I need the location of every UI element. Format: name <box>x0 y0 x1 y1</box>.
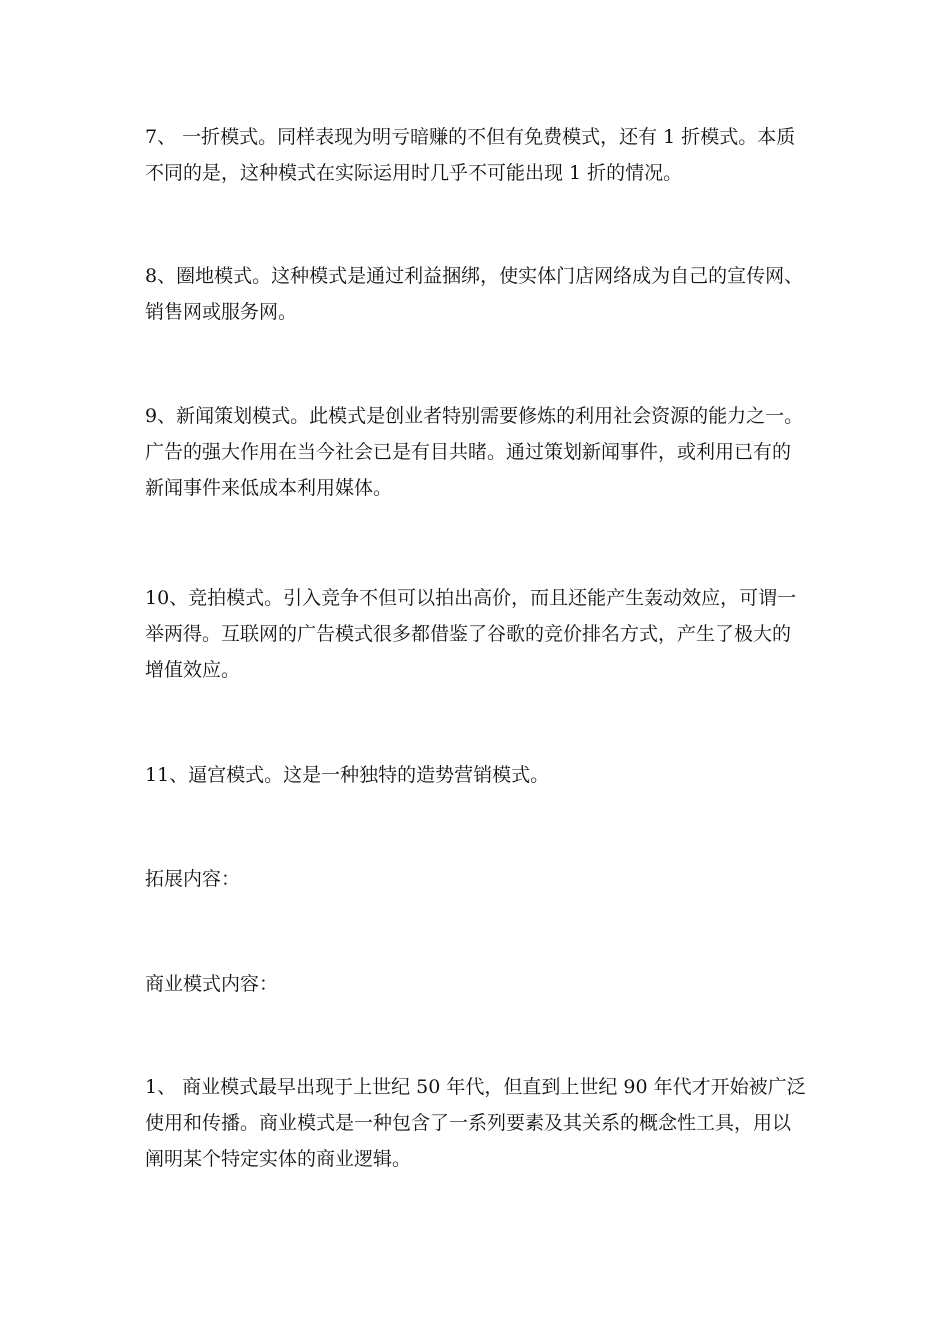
text-line: 1、 商业模式最早出现于上世纪 50 年代，但直到上世纪 90 年代才开始被广泛 <box>145 1076 806 1098</box>
text-line: 商业模式内容： <box>145 973 279 995</box>
heading-business-model-content <box>145 966 815 1002</box>
paragraph-news-planning-mode <box>145 398 815 506</box>
text-line: 10、竞拍模式。引入竞争不但可以拍出高价，而且还能产生轰动效应，可谓一 <box>145 587 797 609</box>
text-line: 举两得。互联网的广告模式很多都借鉴了谷歌的竞价排名方式，产生了极大的 <box>145 623 792 645</box>
text-line: 不同的是，这种模式在实际运用时几乎不可能出现 1 折的情况。 <box>145 162 683 184</box>
paragraph-bigong-mode <box>145 757 815 793</box>
text-line: 使用和传播。商业模式是一种包含了一系列要素及其关系的概念性工具，用以 <box>145 1112 792 1134</box>
paragraph-business-model-origin <box>145 1069 815 1177</box>
text-line: 新闻事件来低成本利用媒体。 <box>145 477 393 499</box>
text-line: 销售网或服务网。 <box>145 301 298 323</box>
text-line: 拓展内容： <box>145 868 241 890</box>
text-line: 阐明某个特定实体的商业逻辑。 <box>145 1148 412 1170</box>
text-line: 7、 一折模式。同样表现为明亏暗赚的不但有免费模式，还有 1 折模式。本质 <box>145 126 796 148</box>
paragraph-yizhe-mode <box>145 119 815 191</box>
text-line: 广告的强大作用在当今社会已是有目共睹。通过策划新闻事件，或利用已有的 <box>145 441 792 463</box>
text-line: 9、新闻策划模式。此模式是创业者特别需要修炼的利用社会资源的能力之一。 <box>145 405 804 427</box>
text-line: 8、圈地模式。这种模式是通过利益捆绑，使实体门店网络成为自己的宣传网、 <box>145 265 804 287</box>
paragraph-auction-mode <box>145 580 815 688</box>
text-line: 增值效应。 <box>145 659 241 681</box>
heading-extended-content <box>145 861 815 897</box>
paragraph-quandi-mode <box>145 258 815 330</box>
text-line: 11、逼宫模式。这是一种独特的造势营销模式。 <box>145 764 550 786</box>
